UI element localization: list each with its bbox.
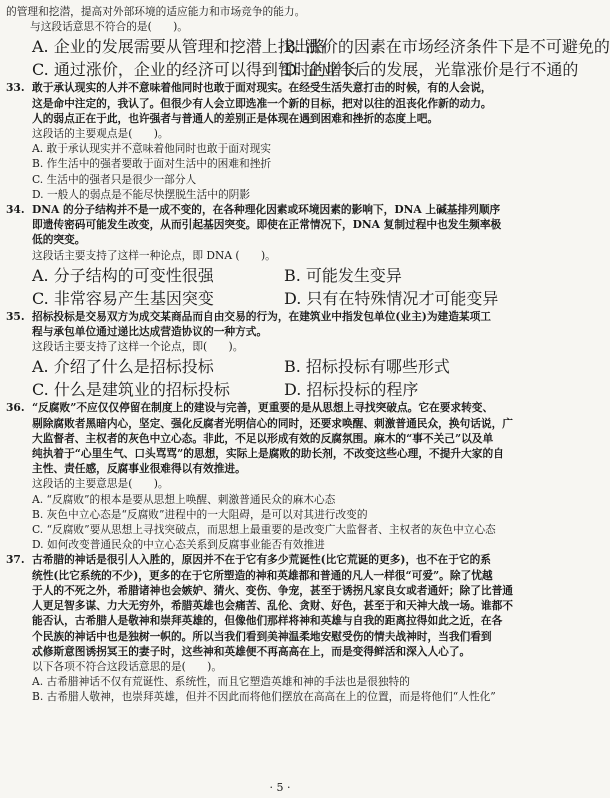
- intro-question: 与这段话意思不符合的是( )。: [30, 20, 188, 34]
- intro-line: 的管理和挖潜，提高对外部环境的适应能力和市场竞争的能力。: [6, 5, 306, 18]
- question-33-first-line: [6, 80, 552, 95]
- question-text: 大监督者、主权者的灰色中立心态。非此，不足以形成有效的反腐氛围。麻木的“事不关己”以及单: [32, 431, 494, 445]
- question-text: 忒修斯意图诱拐冥王的妻子时，这些神和英雄便不再高高在上，而是变得鲜活和深入人心了。: [32, 644, 471, 658]
- question-text: 招标投标是交易双方为成交某商品而自由交易的行为，在建筑业中指发包单位(业主)为建造某项工: [32, 309, 491, 323]
- page-number: · 5 ·: [269, 781, 291, 794]
- question-number: 37.: [6, 553, 25, 567]
- question-text: 低的突变。: [32, 233, 86, 247]
- option-d: D. 招标投标的程序: [284, 380, 419, 400]
- option-d: D. 只有在特殊情况才可能变异: [284, 288, 499, 308]
- question-text: 能否认，古希腊人是敬神和崇拜英雄的，但像他们那样将神和英雄与自我的距离拉得如此之近，在各: [32, 614, 503, 628]
- question-prompt: 这段话的主要观点是( )。: [32, 127, 169, 141]
- intro-options-row-1: [6, 34, 610, 57]
- option-a: A. 介绍了什么是招标投标: [32, 357, 214, 377]
- option-a: A. “反腐败”的根本是要从思想上唤醒、刺激普通民众的麻木心态: [32, 492, 336, 506]
- question-text: 人的弱点正在于此，也许强者与普通人的差别正是体现在遇到困难和挫折的态度上吧。: [32, 111, 439, 125]
- options-row-1: [6, 354, 552, 377]
- options-row-2: [6, 377, 552, 400]
- option-c: C. 什么是建筑业的招标投标: [32, 380, 230, 400]
- option-d: D. 如何改变普通民众的中立心态关系到反腐事业能否有效推进: [32, 538, 325, 552]
- question-text: 敢于承认现实的人并不意味着他同时也敢于面对现实。在经受生活失意打击的时候，有的人会说，: [32, 81, 492, 95]
- question-text: 统性(比它系统的不少)，更多的在于它所塑造的神和英雄都和普通的凡人一样很“可爱”。除了忧越: [32, 568, 493, 582]
- question-number: 36.: [6, 401, 25, 415]
- question-number: 34.: [6, 203, 25, 217]
- option-c: C. “反腐败”要从思想上寻找突破点，而思想上最重要的是改变广大监督者、主权者的灰色中立心态: [32, 523, 496, 537]
- question-37-first-line: [6, 552, 552, 567]
- option-d: D. 企业今后的发展，光靠涨价是行不通的: [284, 60, 579, 80]
- option-a: A. 企业的发展需要从管理和挖潜上找出路: [32, 37, 326, 57]
- options-row-1: [6, 263, 552, 286]
- question-text: 人更足智多谋、力大无穷外，希腊英雄也会痛苦、乱伦、贪财、好色，甚至于和天神大战一场。谁都不: [32, 599, 513, 613]
- option-a: A. 分子结构的可变性很强: [32, 265, 214, 285]
- question-text: 这是命中注定的，我认了。但很少有人会立即选准一个新的目标，把对以往的沮丧化作新的动力。: [32, 96, 492, 110]
- question-text: 剔除腐败者黑暗内心，坚定、强化反腐者光明信心的同时，还要求唤醒、刺激普通民众，换句话说，广: [32, 416, 513, 430]
- option-c: C. 通过涨价，企业的经济可以得到暂时的增长: [32, 60, 358, 80]
- question-34-first-line: [6, 202, 552, 217]
- option-b: B. 涨价的因素在市场经济条件下是不可避免的: [284, 37, 610, 57]
- question-text: “反腐败”不应仅仅停留在制度上的建设与完善，更重要的是从思想上寻找突破点。它在要求转变、: [32, 401, 494, 415]
- question-text: 于人的不死之外，希腊诸神也会嫉妒、猜火、变伤、争宠，甚至于诱拐凡家良女或者通奸；除了比普通: [32, 583, 513, 597]
- option-b: B. 古希腊人敬神，也崇拜英雄，但并不因此而将他们摆放在高高在上的位置，而是将他们“人性化”: [32, 690, 496, 704]
- intro-options-row-2: [6, 57, 579, 80]
- option-c: C. 生活中的强者只是很少一部分人: [32, 172, 197, 186]
- question-prompt: 这段话的主要意思是( )。: [32, 477, 169, 491]
- question-text: 古希腊的神话是很引人入胜的，原因并不在于它有多少荒诞性(比它荒诞的更多)，也不在于它的系: [32, 553, 491, 567]
- option-b: B. 灰色中立心态是“反腐败”进程中的一大阻碍，是可以对其进行改变的: [32, 507, 368, 521]
- question-prompt: 这段话主要支持了这样一种论点，即 DNA ( )。: [32, 248, 276, 262]
- question-text: 个民族的神话中也是独树一帜的。所以当我们看到美神温柔地安慰受伤的情夫战神时，当我们看到: [32, 629, 492, 643]
- option-b: B. 招标投标有哪些形式: [284, 357, 450, 377]
- option-d: D. 一般人的弱点是不能尽快摆脱生活中的阴影: [32, 187, 251, 201]
- question-text: 主性、责任感，反腐事业很难得以有效推进。: [32, 462, 246, 476]
- question-36-first-line: [6, 400, 552, 415]
- question-text: 纯执着于“心里生气、口头骂骂”的思想，实际上是腐败的助长剂，不改变这些心理，不提升大家的自: [32, 447, 504, 461]
- question-number: 35.: [6, 309, 25, 323]
- options-row-2: [6, 286, 552, 309]
- question-text: 即遗传密码可能发生改变，从而引起基因突变。即使在正常情况下，DNA 复制过程中也发生频率极: [32, 218, 502, 232]
- option-a: A. 敢于承认现实并不意味着他同时也敢于面对现实: [32, 142, 271, 156]
- option-b: B. 可能发生变异: [284, 265, 402, 285]
- question-35-first-line: [6, 309, 552, 324]
- question-number: 33.: [6, 81, 25, 95]
- question-prompt: 以下各项不符合这段话意思的是( )。: [32, 659, 223, 673]
- option-c: C. 非常容易产生基因突变: [32, 288, 214, 308]
- question-text: DNA 的分子结构并不是一成不变的，在各种理化因素或环境因素的影响下，DNA 上碱基排列顺序: [32, 203, 501, 217]
- question-prompt: 这段话主要支持了这样一个论点，即( )。: [32, 340, 244, 354]
- option-a: A. 古希腊神话不仅有荒诞性、系统性，而且它塑造英雄和神的手法也是很独特的: [32, 675, 410, 689]
- option-b: B. 作生活中的强者要敢于面对生活中的困难和挫折: [32, 157, 272, 171]
- question-text: 程与承包单位通过递比达成营造协议的一种方式。: [32, 325, 268, 339]
